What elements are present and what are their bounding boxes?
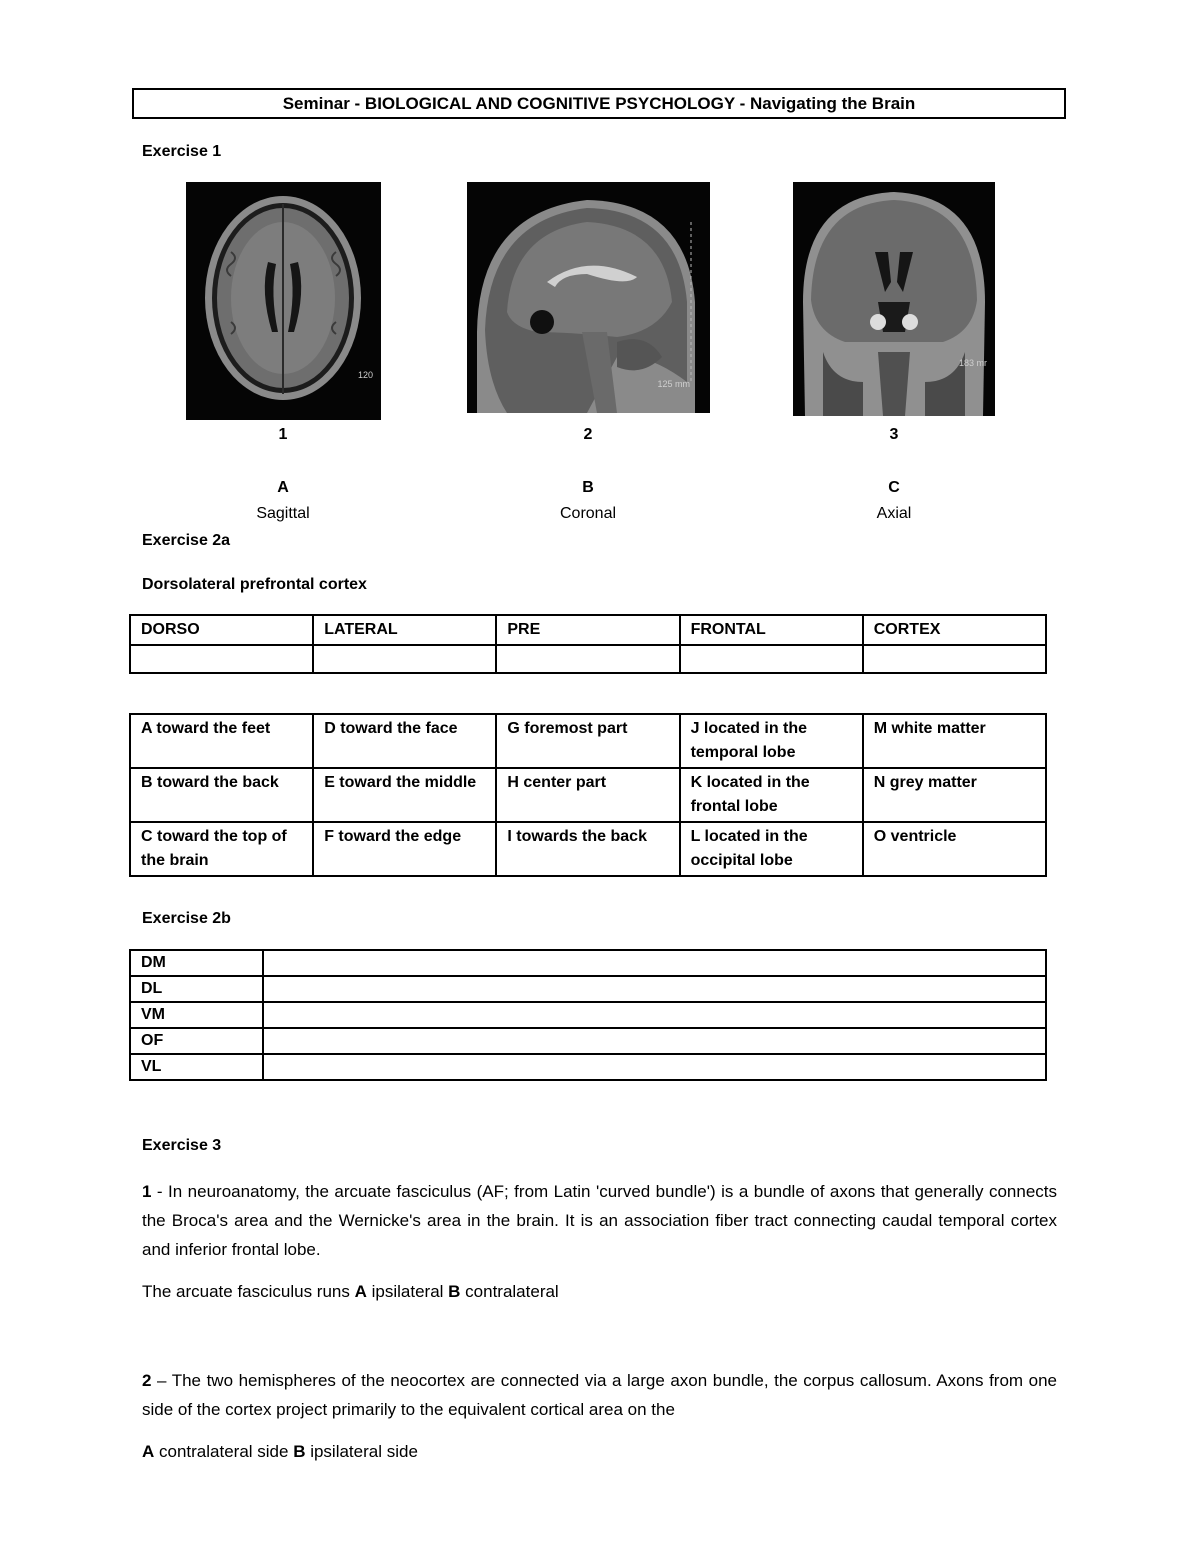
answer-cell[interactable] [263, 1002, 1046, 1028]
option-a-label: Sagittal [256, 505, 310, 522]
page-title: Seminar - BIOLOGICAL AND COGNITIVE PSYCHOLOGY - Navigating the Brain [132, 88, 1066, 119]
answer-cell[interactable] [263, 950, 1046, 976]
option-cell: D toward the face [313, 714, 496, 768]
answer-cell[interactable] [130, 645, 313, 673]
abbreviation-cell: DM [130, 950, 263, 976]
option-cell: G foremost part [496, 714, 679, 768]
question-2-options [142, 1437, 1057, 1466]
option-cell: M white matter [863, 714, 1046, 768]
mri-axial-image [186, 182, 381, 420]
q2-option-a-letter[interactable]: A [142, 1442, 155, 1461]
answer-cell[interactable] [863, 645, 1046, 673]
question-1-prompt: The arcuate fasciculus runs [142, 1282, 355, 1301]
mri-coronal-image [793, 182, 995, 416]
answer-cell[interactable] [313, 645, 496, 673]
mri-axial-drawing [186, 182, 381, 420]
mri-3-scale-label: 183 mr [958, 358, 987, 368]
question-1-options [142, 1277, 1057, 1306]
answer-cell[interactable] [263, 976, 1046, 1002]
word-part-cell: PRE [496, 615, 679, 645]
option-cell: B toward the back [130, 768, 313, 822]
option-cell: N grey matter [863, 768, 1046, 822]
image-1-number: 1 [278, 426, 288, 443]
option-cell: L located in the occipital lobe [680, 822, 863, 876]
q1-option-a-letter[interactable]: A [354, 1282, 367, 1301]
abbreviation-cell: OF [130, 1028, 263, 1054]
abbreviation-cell: VL [130, 1054, 263, 1080]
q1-option-a[interactable]: ipsilateral [366, 1282, 449, 1301]
option-cell: E toward the middle [313, 768, 496, 822]
q2-option-a[interactable]: contralateral side [154, 1442, 294, 1461]
word-part-cell: DORSO [130, 615, 313, 645]
option-cell: I towards the back [496, 822, 679, 876]
word-part-cell: LATERAL [313, 615, 496, 645]
mri-2-scale-label: 125 mm [657, 379, 690, 389]
option-c-letter: C [888, 479, 900, 496]
answer-cell[interactable] [263, 1054, 1046, 1080]
question-1-number: 1 [142, 1182, 152, 1201]
option-cell: K located in the frontal lobe [680, 768, 863, 822]
option-cell: C toward the top of the brain [130, 822, 313, 876]
option-b-label: Coronal [559, 505, 617, 522]
exercise-1-heading: Exercise 1 [142, 143, 222, 160]
mri-sagittal-image [467, 182, 710, 413]
exercise-2b-heading: Exercise 2b [142, 910, 231, 927]
question-2-body: – The two hemispheres of the neocortex are connected via a large axon bundle, the corpus callosum. Axons from one side of the cortex project primarily to the equivalent cortical area on the [142, 1371, 1057, 1419]
option-c-label: Axial [876, 505, 912, 522]
mri-1-scale-label: 120 [357, 370, 373, 380]
answer-options-table [129, 713, 1047, 877]
question-2-text [142, 1366, 1057, 1424]
abbreviation-cell: DL [130, 976, 263, 1002]
question-1-body: - In neuroanatomy, the arcuate fasciculus (AF; from Latin 'curved bundle') is a bundle of axons that generally connects the Broca's area and the Wernicke's area in the brain. It is an association fiber tract connecting caudal temporal cortex and inferior frontal lobe. [142, 1182, 1057, 1259]
q1-option-b-letter[interactable]: B [448, 1282, 461, 1301]
exercise-3-heading: Exercise 3 [142, 1137, 222, 1154]
q1-option-b[interactable]: contralateral [460, 1282, 559, 1301]
option-b-letter: B [582, 479, 594, 496]
q2-option-b[interactable]: ipsilateral side [305, 1442, 418, 1461]
q2-option-b-letter[interactable]: B [293, 1442, 306, 1461]
word-part-cell: CORTEX [863, 615, 1046, 645]
option-cell: F toward the edge [313, 822, 496, 876]
option-cell: O ventricle [863, 822, 1046, 876]
option-cell: J located in the temporal lobe [680, 714, 863, 768]
word-parts-table [129, 614, 1047, 674]
word-part-cell: FRONTAL [680, 615, 863, 645]
image-3-number: 3 [889, 426, 899, 443]
option-cell: H center part [496, 768, 679, 822]
exercise-2a-subheading: Dorsolateral prefrontal cortex [142, 576, 367, 593]
option-a-letter: A [277, 479, 289, 496]
exercise-2a-heading: Exercise 2a [142, 532, 231, 549]
abbreviation-cell: VM [130, 1002, 263, 1028]
answer-cell[interactable] [496, 645, 679, 673]
answer-cell[interactable] [680, 645, 863, 673]
mri-coronal-drawing [793, 182, 995, 416]
question-1-text [142, 1177, 1057, 1264]
answer-cell[interactable] [263, 1028, 1046, 1054]
option-cell: A toward the feet [130, 714, 313, 768]
abbreviation-table [129, 949, 1047, 1081]
question-2-number: 2 [142, 1371, 152, 1390]
image-2-number: 2 [583, 426, 593, 443]
